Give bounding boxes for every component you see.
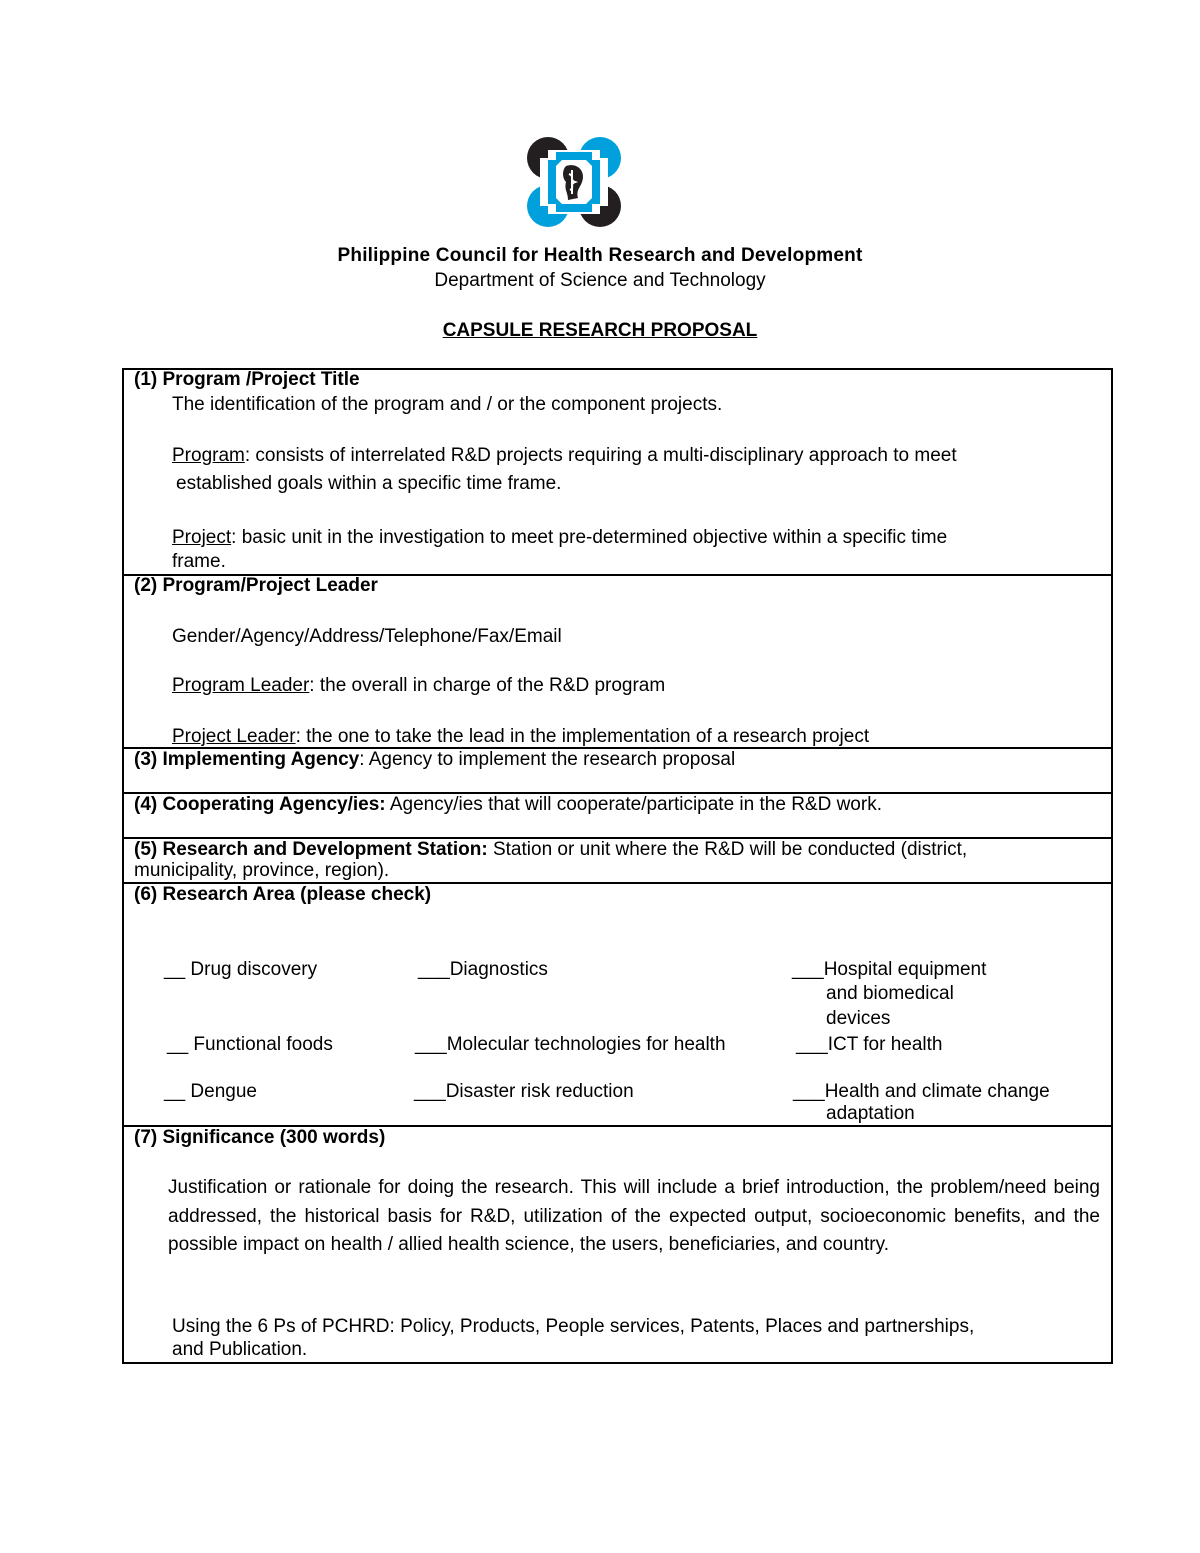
section-heading: (3) Implementing Agency — [134, 749, 360, 770]
option-label-cont: and biomedical — [826, 983, 954, 1004]
project-definition — [172, 527, 947, 549]
definition-text: : the one to take the lead in the implementation of a research project — [295, 726, 870, 747]
department-name: Department of Science and Technology — [434, 270, 766, 291]
section-description-cont: municipality, province, region). — [134, 860, 390, 881]
section-heading: (5) Research and Development Station: — [134, 839, 488, 860]
six-ps-line-cont: and Publication. — [172, 1339, 308, 1360]
pchrd-logo — [526, 136, 622, 228]
project-leader-definition — [172, 726, 869, 748]
option-label-cont: adaptation — [826, 1103, 915, 1124]
checkbox-hospital-equipment[interactable]: ___Hospital equipment — [792, 959, 987, 980]
program-definition-cont: established goals within a specific time frame. — [176, 473, 562, 494]
leader-fields: Gender/Agency/Address/Telephone/Fax/Email — [172, 626, 562, 647]
checkbox-diagnostics[interactable]: ___Diagnostics — [418, 959, 548, 980]
checkbox-ict-for-health[interactable]: ___ICT for health — [796, 1034, 943, 1055]
program-definition — [172, 445, 957, 467]
checkbox-dengue[interactable]: __ Dengue — [164, 1081, 257, 1102]
term-program-leader: Program Leader — [172, 675, 310, 696]
section-description: Station or unit where the R&D will be conducted (district, — [487, 839, 968, 860]
term-program: Program — [172, 445, 245, 466]
project-definition-cont: frame. — [172, 551, 226, 572]
section-heading: (1) Program /Project Title — [134, 369, 360, 390]
checkbox-functional-foods[interactable]: __ Functional foods — [167, 1034, 333, 1055]
section-description: : Agency to implement the research proposal — [359, 749, 736, 770]
org-name: Philippine Council for Health Research and Development — [337, 245, 863, 266]
definition-text: : consists of interrelated R&D projects requiring a multi-disciplinary approach to meet — [244, 445, 957, 466]
checkbox-drug-discovery[interactable]: __ Drug discovery — [164, 959, 318, 980]
section-description: The identification of the program and / or the component projects. — [172, 394, 723, 415]
section-heading: (4) Cooperating Agency/ies: — [134, 794, 386, 815]
checkbox-health-climate-change[interactable]: ___Health and climate change — [793, 1081, 1050, 1102]
document-title: CAPSULE RESEARCH PROPOSAL — [442, 320, 758, 341]
section-implementing-agency — [134, 749, 735, 771]
six-ps-line: Using the 6 Ps of PCHRD: Policy, Products, People services, Patents, Places and partnerships, — [172, 1316, 975, 1337]
term-project-leader: Project Leader — [172, 726, 296, 747]
program-leader-definition — [172, 675, 665, 697]
term-project: Project — [172, 527, 232, 548]
section-heading: (2) Program/Project Leader — [134, 575, 378, 596]
checkbox-disaster-risk-reduction[interactable]: ___Disaster risk reduction — [414, 1081, 634, 1102]
option-label-cont: devices — [826, 1008, 891, 1029]
section-heading: (6) Research Area (please check) — [134, 884, 432, 905]
significance-paragraph: Justification or rationale for doing the research. This will include a brief introduction, the problem/need being addressed, the historical basis for R&D, utilization of the expected output, socioeconomic benefits, and the possible impact on health / allied health science, the users, beneficiaries, and country. — [168, 1177, 1100, 1255]
section-cooperating-agency — [134, 794, 882, 816]
definition-text: : basic unit in the investigation to meet pre-determined objective within a specific time — [231, 527, 948, 548]
checkbox-molecular-technologies[interactable]: ___Molecular technologies for health — [415, 1034, 726, 1055]
section-description: Agency/ies that will cooperate/participate in the R&D work. — [385, 794, 882, 815]
section-heading: (7) Significance (300 words) — [134, 1127, 386, 1148]
rd-station-line — [134, 839, 967, 861]
definition-text: : the overall in charge of the R&D program — [309, 675, 666, 696]
